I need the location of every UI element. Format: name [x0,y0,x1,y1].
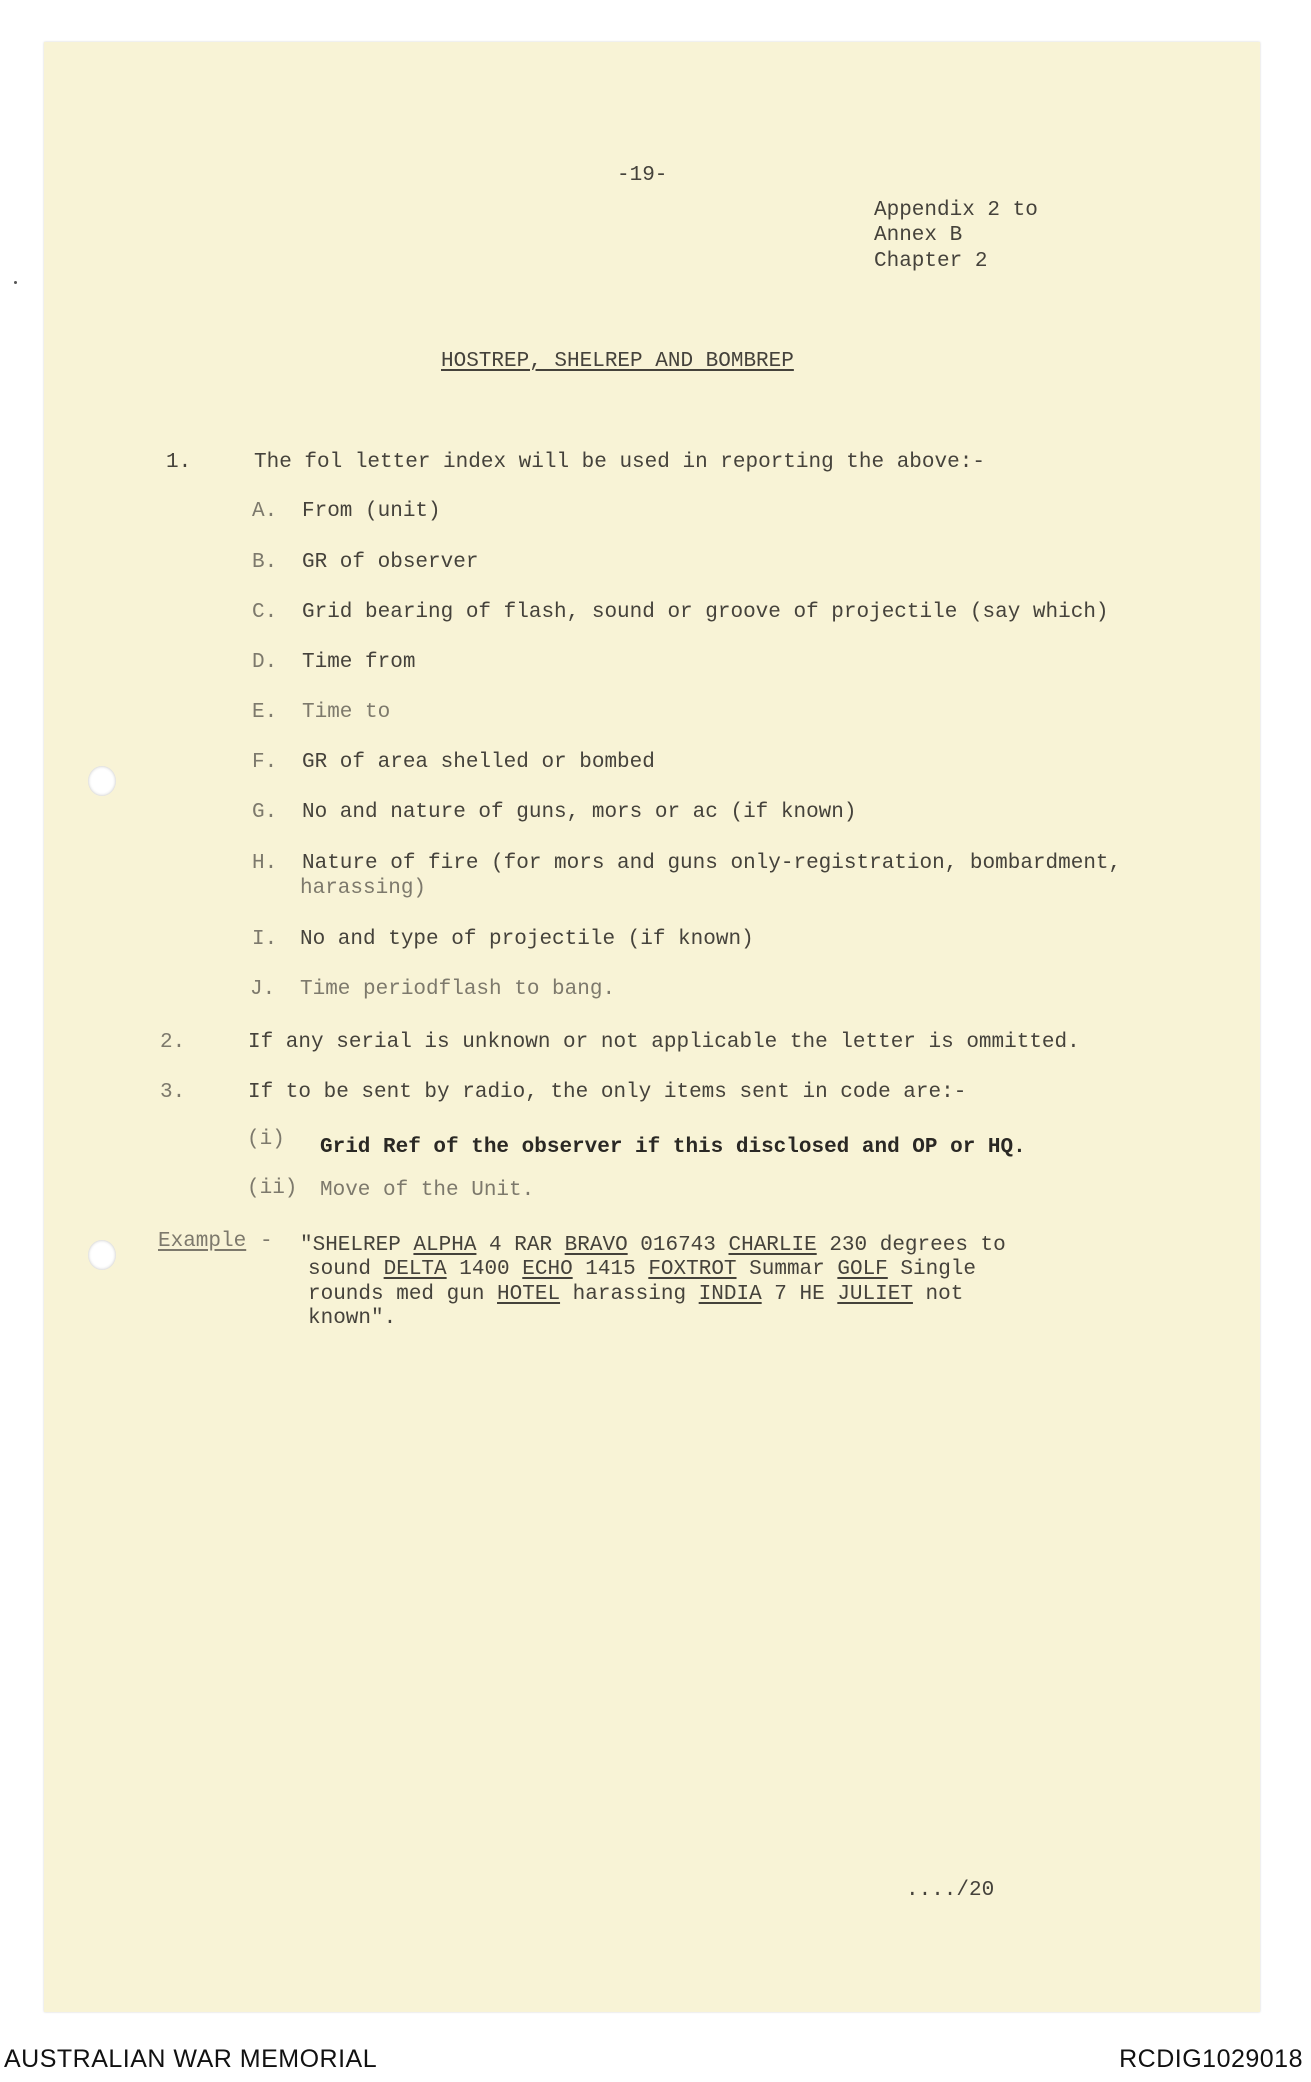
document-page [44,42,1260,2012]
item-letter-a: A. [252,500,278,523]
para-1-text: The fol letter index will be used in reporting the above:- [254,451,985,474]
reference-line-1: Appendix 2 to [874,199,1038,222]
item-letter-i: I. [252,928,278,951]
document-title: HOSTREP, SHELREP AND BOMBREP [441,350,794,373]
sub-item-number-i: (i) [247,1128,285,1151]
para-2-number: 2. [160,1031,186,1054]
page-number: -19- [617,164,668,187]
example-text: known". [308,1307,397,1330]
item-letter-g: G. [252,801,278,824]
code-word-delta: DELTA [383,1258,447,1281]
reference-line-2: Annex B [874,224,963,247]
item-letter-j: J. [250,978,276,1001]
example-text: Summar [736,1258,838,1281]
example-text: 230 degrees to [816,1234,1006,1257]
item-letter-e: E. [252,701,278,724]
code-word-echo: ECHO [522,1258,573,1281]
item-text-f: GR of area shelled or bombed [302,751,655,774]
footer-institution: AUSTRALIAN WAR MEMORIAL [4,2045,378,2073]
example-text: 1415 [572,1258,649,1281]
item-letter-d: D. [252,651,278,674]
item-text-d: Time from [302,651,416,674]
para-2-text: If any serial is unknown or not applicable the letter is ommitted. [248,1031,1080,1054]
para-1-number: 1. [166,451,192,474]
code-word-charlie: CHARLIE [728,1234,817,1257]
code-word-juliet: JULIET [837,1283,913,1306]
example-dash: - [260,1230,273,1253]
item-text-a: From (unit) [302,500,441,523]
item-text-h: Nature of fire (for mors and guns only-registration, bombardment, [302,852,1122,875]
item-text-i: No and type of projectile (if known) [300,928,754,951]
item-letter-f: F. [252,751,278,774]
item-text-c: Grid bearing of flash, sound or groove of projectile (say which) [302,601,1109,624]
item-letter-c: C. [252,601,278,624]
reference-line-3: Chapter 2 [874,250,988,273]
sub-item-text-ii: Move of the Unit. [320,1179,535,1202]
para-3-text: If to be sent by radio, the only items sent in code are:- [248,1081,967,1104]
continuation-marker: ..../20 [906,1879,995,1902]
example-text: rounds med gun [308,1283,498,1306]
example-line-3 [308,1282,963,1307]
paper-speck [14,281,17,284]
punch-hole-upper [88,766,116,796]
example-line-4 [308,1306,396,1331]
example-text: 1400 [446,1258,523,1281]
example-text: Single [887,1258,976,1281]
example-text: 7 HE [761,1283,838,1306]
footer-image-id: RCDIG1029018 [1119,2045,1303,2073]
item-text-e: Time to [302,701,391,724]
example-text: 016743 [627,1234,729,1257]
item-letter-b: B. [252,551,278,574]
sub-item-number-ii: (ii) [247,1177,298,1200]
example-text: 4 RAR [476,1234,565,1257]
code-word-hotel: HOTEL [497,1283,561,1306]
item-letter-h: H. [252,852,278,875]
code-word-alpha: ALPHA [413,1234,477,1257]
sub-item-text-i: Grid Ref of the observer if this disclosed and OP or HQ. [320,1136,1026,1159]
item-text-h-continued: harassing) [300,877,427,900]
code-word-bravo: BRAVO [564,1234,628,1257]
example-line-2 [308,1257,976,1282]
code-word-india: INDIA [698,1283,762,1306]
example-text: sound [308,1258,384,1281]
example-text: "SHELREP [300,1234,414,1257]
example-text: harassing [560,1283,699,1306]
para-3-number: 3. [160,1081,186,1104]
code-word-golf: GOLF [837,1258,888,1281]
item-text-g: No and nature of guns, mors or ac (if known) [302,801,857,824]
punch-hole-lower [88,1240,116,1270]
example-label: Example [158,1230,247,1253]
item-text-j: Time periodflash to bang. [300,978,616,1001]
item-text-b: GR of observer [302,551,479,574]
code-word-foxtrot: FOXTROT [648,1258,737,1281]
example-line-1 [300,1233,1006,1258]
example-text: not [912,1283,964,1306]
